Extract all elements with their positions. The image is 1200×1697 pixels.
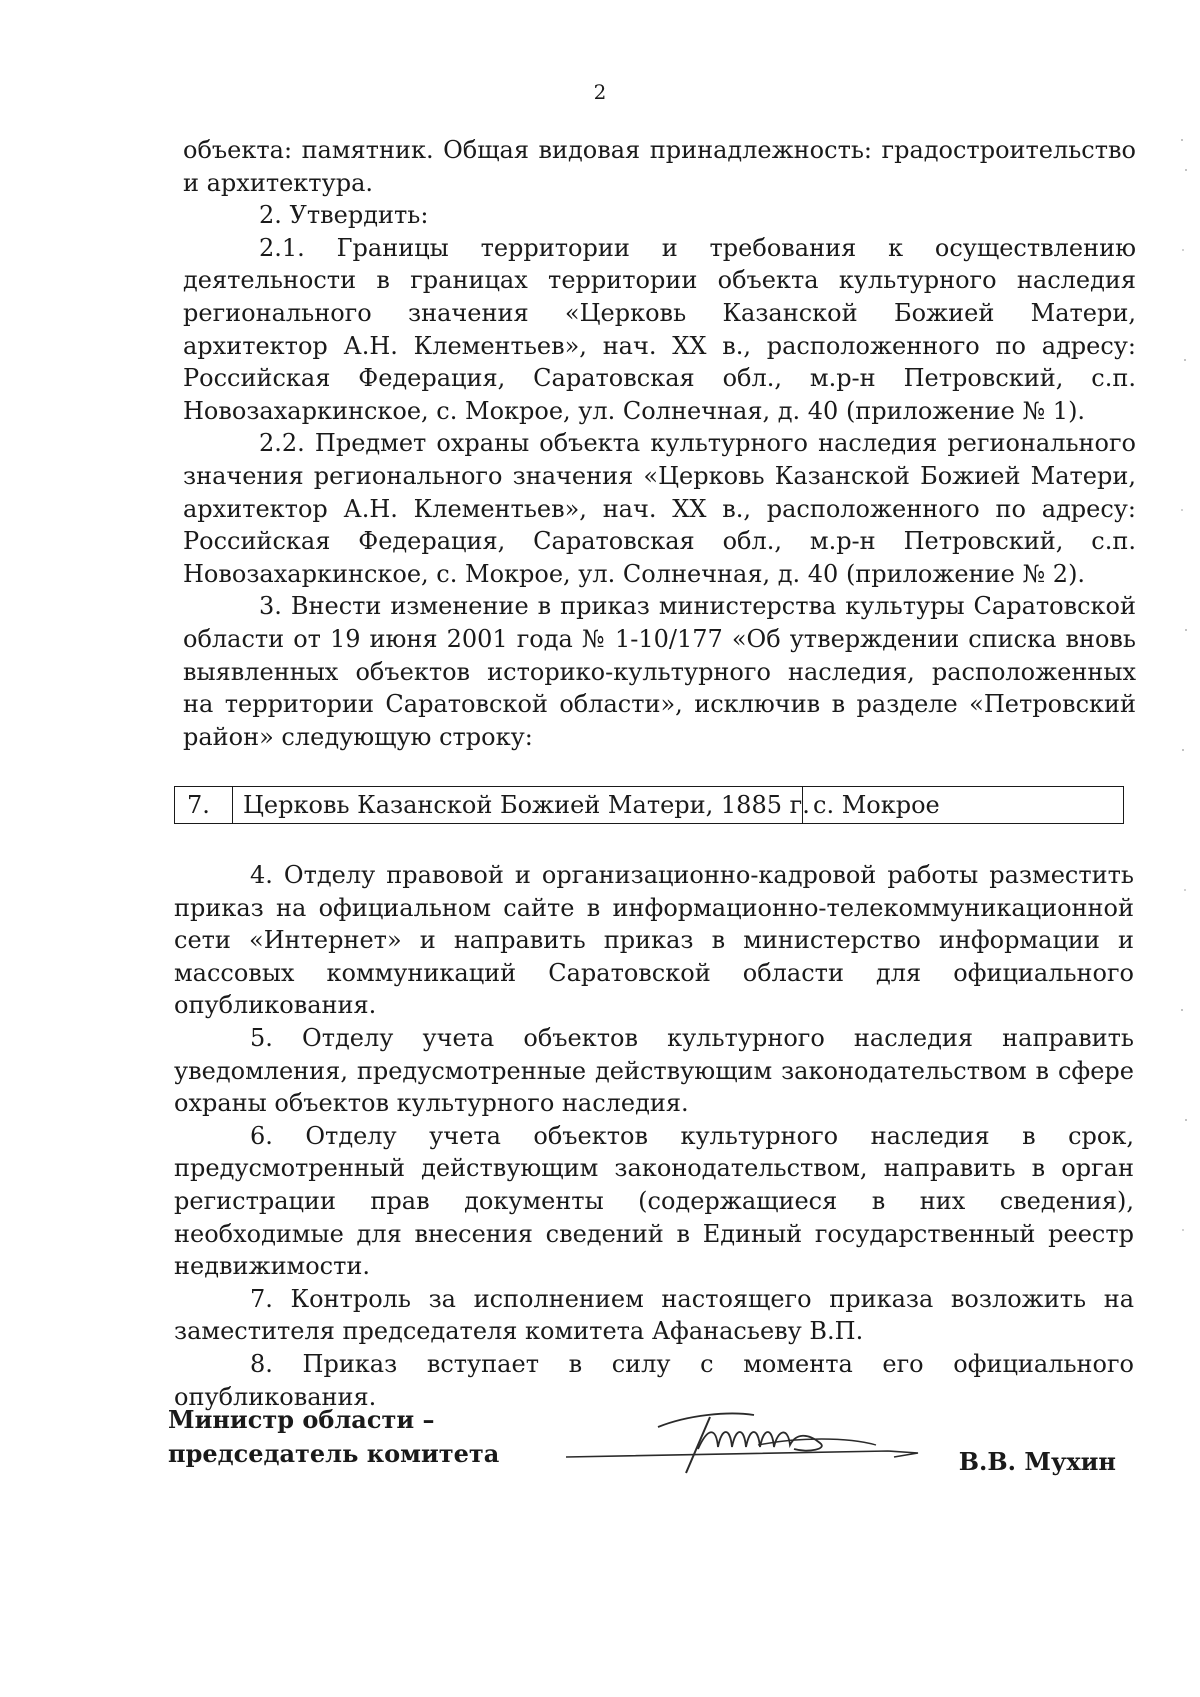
scan-edge-marks bbox=[1174, 130, 1194, 1280]
paragraph-item-8: 8. Приказ вступает в силу с момента его официального опубликования. bbox=[174, 1349, 1134, 1411]
table-cell-number: 7. bbox=[175, 787, 233, 823]
handwritten-signature-icon bbox=[558, 1397, 928, 1477]
paragraph-item-7: 7. Контроль за исполнением настоящего приказа возложить на заместителя председателя комитета Афанасьеву В.П. bbox=[174, 1284, 1134, 1346]
signatory-name: В.В. Мухин bbox=[958, 1447, 1116, 1476]
table-cell-name: Церковь Казанской Божией Матери, 1885 г. bbox=[233, 787, 803, 823]
signatory-title bbox=[168, 1403, 499, 1471]
signature-block bbox=[168, 1403, 1128, 1523]
paragraph-continuation: объекта: памятник. Общая видовая принадлежность: градостроительство и архитектура. bbox=[183, 136, 1136, 197]
paragraph-item-3: 3. Внести изменение в приказ министерства культуры Саратовской области от 19 июня 2001 года № 1-10/177 «Об утверждении списка вновь выявленных объектов историко-культурного наследия, расположенных на территории Саратовской области», исключив в разделе «Петровский район» следующую строку: bbox=[183, 592, 1136, 751]
signatory-title-line1: Министр области – bbox=[168, 1405, 435, 1434]
body-text-bottom bbox=[174, 859, 1134, 1413]
paragraph-item-5: 5. Отделу учета объектов культурного наследия направить уведомления, предусмотренные действующим законодательством в сфере охраны объектов культурного наследия. bbox=[174, 1023, 1134, 1118]
paragraph-item-2-1: 2.1. Границы территории и требования к осуществлению деятельности в границах территории объекта культурного наследия регионального значения «Церковь Казанской Божией Матери, архитектор А.Н. Клементьев», нач. XX в., расположенного по адресу: Российская Федерация, Саратовская обл., м.р-н Петровский, с.п. Новозахаркинское, с. Мокрое, ул. Солнечная, д. 40 (приложение № 1). bbox=[183, 233, 1136, 425]
page-number: 2 bbox=[593, 80, 607, 104]
table-cell-place: с. Мокрое bbox=[813, 791, 940, 819]
paragraph-item-2-2: 2.2. Предмет охраны объекта культурного наследия регионального значения регионального значения «Церковь Казанской Божией Матери, архитектор А.Н. Клементьев», нач. XX в., расположенного по адресу: Российская Федерация, Саратовская обл., м.р-н Петровский, с.п. Новозахаркинское, с. Мокрое, ул. Солнечная, д. 40 (приложение № 2). bbox=[183, 429, 1136, 588]
body-text-top bbox=[183, 134, 1136, 753]
paragraph-item-2: 2. Утвердить: bbox=[259, 201, 429, 230]
paragraph-item-6: 6. Отделу учета объектов культурного наследия в срок, предусмотренный действующим законодательством, направить в орган регистрации прав документы (содержащиеся в них сведения), необходимые для внесения сведений в Единый государственный реестр недвижимости. bbox=[174, 1121, 1134, 1281]
paragraph-item-4: 4. Отделу правовой и организационно-кадровой работы разместить приказ на официальном сайте в информационно-телекоммуникационной сети «Интернет» и направить приказ в министерство информации и массовых коммуникаций Саратовской области для официального опубликования. bbox=[174, 861, 1134, 1020]
signatory-title-line2: председатель комитета bbox=[168, 1439, 500, 1468]
excluded-row-table bbox=[174, 786, 1124, 824]
